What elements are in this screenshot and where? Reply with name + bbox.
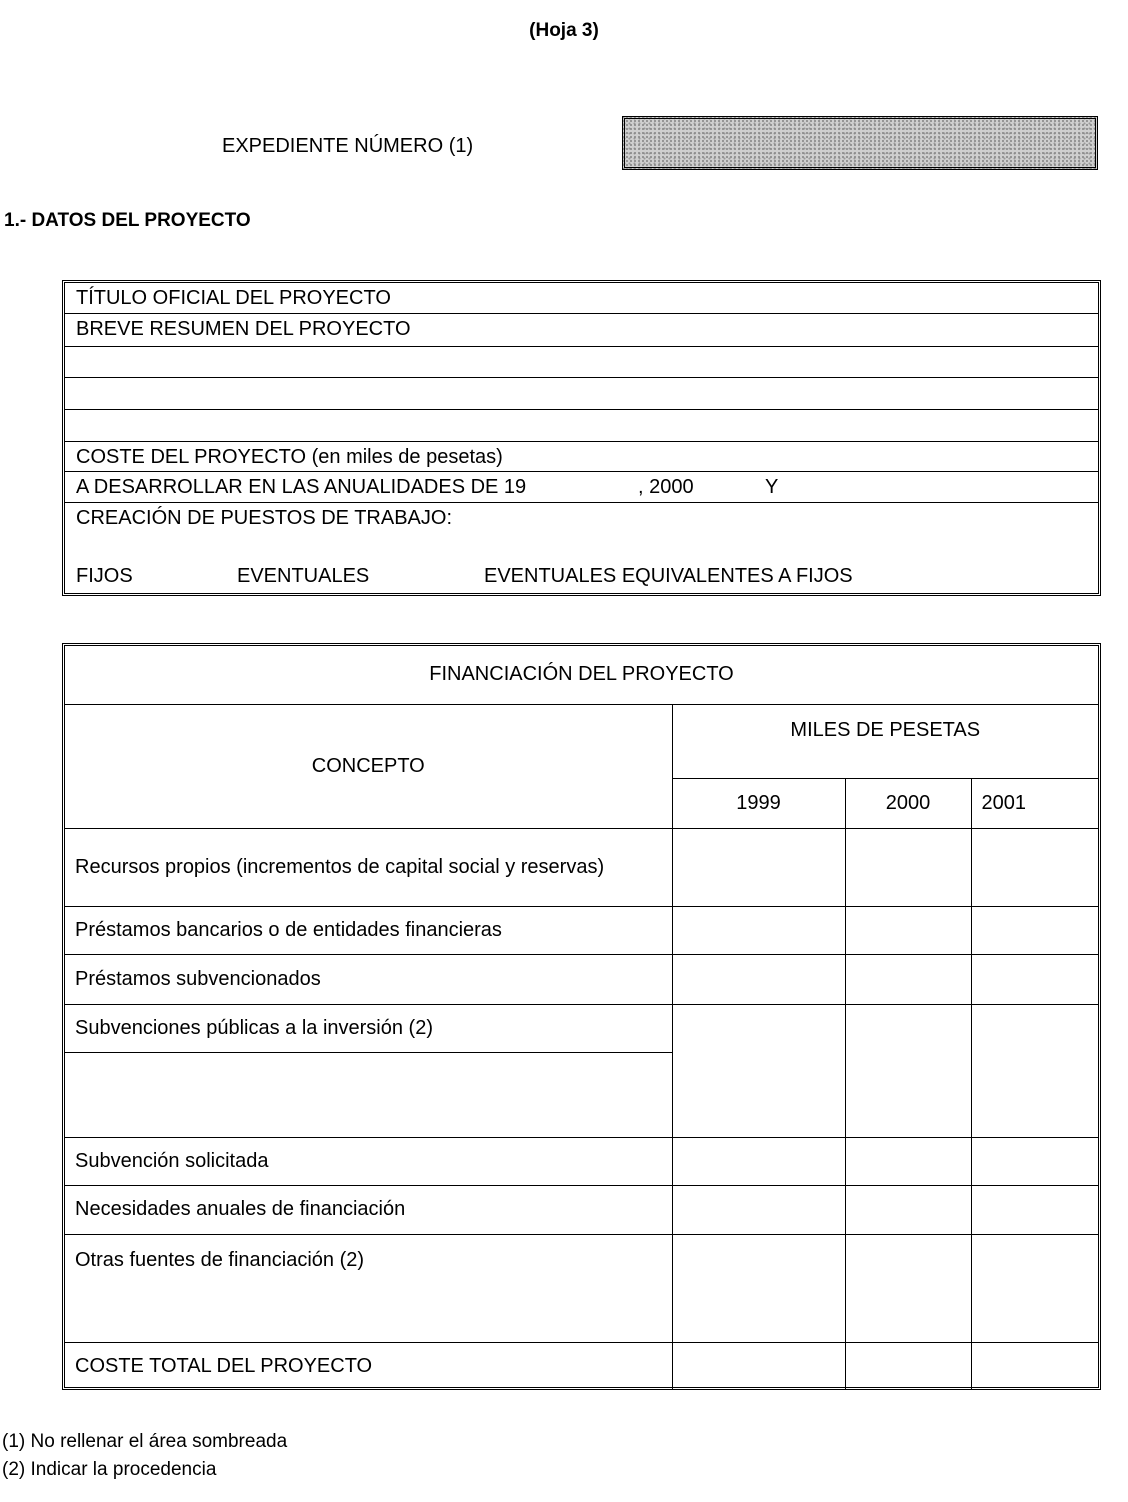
cell-1999[interactable]: [672, 1185, 845, 1234]
resumen-label: BREVE RESUMEN DEL PROYECTO: [76, 318, 411, 340]
coste-row[interactable]: [65, 442, 1098, 472]
cell-1999[interactable]: [672, 906, 845, 954]
footnote-2: (2) Indicar la procedencia: [2, 1459, 217, 1480]
anualidades-row[interactable]: [65, 472, 1098, 503]
creacion-label: CREACIÓN DE PUESTOS DE TRABAJO:: [76, 507, 453, 529]
anualidades-label: A DESARROLLAR EN LAS ANUALIDADES DE 19: [76, 476, 527, 498]
cell-2001[interactable]: [971, 954, 1098, 1004]
cell-2001[interactable]: [971, 1137, 1098, 1185]
cell-2001[interactable]: [971, 1342, 1098, 1390]
year-1999-header: 1999: [672, 778, 845, 828]
year-2001-header: 2001: [971, 778, 1098, 828]
resumen-blank-line[interactable]: [65, 347, 1098, 378]
cell-2001[interactable]: [971, 828, 1098, 906]
expediente-shaded-box: [622, 116, 1098, 170]
cell-2000[interactable]: [845, 906, 971, 954]
resumen-blank-line[interactable]: [65, 410, 1098, 442]
cell-2000[interactable]: [845, 1185, 971, 1234]
cell-2001[interactable]: [971, 1185, 1098, 1234]
row-recursos-propios: Recursos propios (incrementos de capital social y reservas): [65, 828, 672, 906]
cell-1999[interactable]: [672, 828, 845, 906]
cell-2000[interactable]: [845, 1004, 971, 1137]
cell-2000[interactable]: [845, 1234, 971, 1342]
row-prestamos-subvencionados: Préstamos subvencionados: [65, 954, 672, 1004]
cell-2001[interactable]: [971, 1004, 1098, 1137]
financing-table: [62, 643, 1101, 1390]
cell-2000[interactable]: [845, 954, 971, 1004]
empleo-row[interactable]: [65, 503, 1098, 593]
year-2000-header: 2000: [845, 778, 971, 828]
cell-2000[interactable]: [845, 828, 971, 906]
anualidades-2000: , 2000: [638, 476, 694, 498]
cell-2000[interactable]: [845, 1137, 971, 1185]
cell-1999[interactable]: [672, 1234, 845, 1342]
cell-2000[interactable]: [845, 1342, 971, 1390]
resumen-blank-line[interactable]: [65, 378, 1098, 410]
financing-title: FINANCIACIÓN DEL PROYECTO: [65, 646, 1098, 704]
titulo-row[interactable]: [65, 283, 1098, 314]
cell-1999[interactable]: [672, 954, 845, 1004]
row-coste-total: COSTE TOTAL DEL PROYECTO: [65, 1342, 672, 1390]
cell-1999[interactable]: [672, 1342, 845, 1390]
titulo-label: TÍTULO OFICIAL DEL PROYECTO: [76, 287, 391, 309]
row-prestamos-bancarios: Préstamos bancarios o de entidades financieras: [65, 906, 672, 954]
row-subvenciones-blank[interactable]: [65, 1052, 672, 1137]
cell-2001[interactable]: [971, 1234, 1098, 1342]
row-subvenciones-publicas: Subvenciones públicas a la inversión (2): [65, 1004, 672, 1052]
miles-header: MILES DE PESETAS: [672, 704, 1098, 778]
cell-1999[interactable]: [672, 1137, 845, 1185]
row-otras-fuentes: Otras fuentes de financiación (2): [65, 1234, 672, 1342]
row-necesidades-anuales: Necesidades anuales de financiación: [65, 1185, 672, 1234]
anualidades-y: Y: [765, 476, 779, 498]
footnote-1: (1) No rellenar el área sombreada: [2, 1431, 288, 1452]
eventuales-label: EVENTUALES: [237, 565, 370, 587]
concepto-header: CONCEPTO: [65, 704, 672, 828]
resumen-row[interactable]: [65, 314, 1098, 347]
coste-label: COSTE DEL PROYECTO (en miles de pesetas): [76, 446, 503, 468]
sheet-label: (Hoja 3): [529, 20, 599, 41]
equivalentes-label: EVENTUALES EQUIVALENTES A FIJOS: [484, 565, 853, 587]
project-data-box: [62, 280, 1101, 596]
row-subvencion-solicitada: Subvención solicitada: [65, 1137, 672, 1185]
section-title: 1.- DATOS DEL PROYECTO: [4, 210, 251, 231]
cell-1999[interactable]: [672, 1004, 845, 1137]
cell-2001[interactable]: [971, 906, 1098, 954]
fijos-label: FIJOS: [76, 565, 133, 587]
expediente-label: EXPEDIENTE NÚMERO (1): [222, 135, 474, 157]
